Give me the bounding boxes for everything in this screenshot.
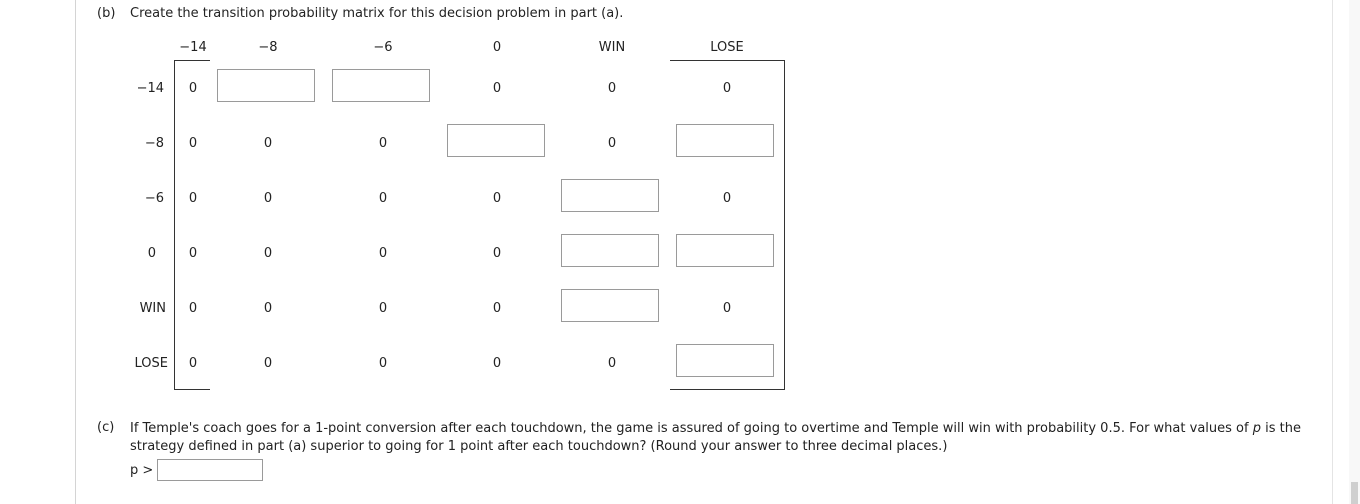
content-left-border (75, 0, 76, 504)
cell-value: 0 (492, 246, 502, 261)
variable-p: p (1252, 421, 1261, 436)
row-header-lose: LOSE (134, 356, 168, 371)
col-header-minus14: −14 (179, 40, 207, 55)
cell-value: 0 (378, 136, 388, 151)
matrix-input-r1-c2[interactable] (217, 69, 315, 102)
cell-value: 0 (722, 301, 732, 316)
cell-value: 0 (263, 356, 273, 371)
col-header-win: WIN (598, 40, 626, 55)
cell-value: 0 (722, 81, 732, 96)
matrix-input-r2-c4[interactable] (447, 124, 545, 157)
cell-value: 0 (378, 246, 388, 261)
matrix-input-r1-c3[interactable] (332, 69, 430, 102)
cell-value: 0 (188, 301, 198, 316)
cell-value: 0 (188, 191, 198, 206)
row-header-minus14: −14 (136, 81, 164, 96)
cell-value: 0 (607, 356, 617, 371)
part-c-text-start: If Temple's coach goes for a 1-point conversion after each touchdown, the game is assured of going to overtime and Temple will win with probability 0.5. For what values of (130, 421, 1253, 436)
matrix-input-r6-c6[interactable] (676, 344, 774, 377)
p-answer-label: p > (130, 463, 154, 478)
content-right-border (1332, 0, 1333, 504)
scrollbar-thumb[interactable] (1351, 482, 1358, 504)
matrix-left-bracket (174, 60, 210, 390)
cell-value: 0 (492, 301, 502, 316)
col-header-lose: LOSE (710, 40, 744, 55)
cell-value: 0 (188, 81, 198, 96)
cell-value: 0 (492, 356, 502, 371)
cell-value: 0 (378, 191, 388, 206)
scrollbar[interactable] (1349, 0, 1360, 504)
cell-value: 0 (263, 301, 273, 316)
row-header-0: 0 (147, 246, 156, 261)
cell-value: 0 (263, 246, 273, 261)
part-b-label: (b) (97, 6, 116, 21)
col-header-0: 0 (492, 40, 502, 55)
part-c-label: (c) (97, 420, 115, 435)
matrix-input-r4-c5[interactable] (561, 234, 659, 267)
cell-value: 0 (492, 81, 502, 96)
row-header-minus6: −6 (144, 191, 164, 206)
matrix-right-bracket (670, 60, 785, 390)
part-c-question (130, 420, 1320, 456)
col-header-minus6: −6 (373, 40, 393, 55)
row-header-minus8: −8 (144, 136, 164, 151)
cell-value: 0 (378, 301, 388, 316)
p-answer-input[interactable] (157, 459, 263, 481)
cell-value: 0 (188, 356, 198, 371)
matrix-input-r4-c6[interactable] (676, 234, 774, 267)
cell-value: 0 (263, 136, 273, 151)
cell-value: 0 (188, 136, 198, 151)
cell-value: 0 (263, 191, 273, 206)
cell-value: 0 (722, 191, 732, 206)
part-b-question: Create the transition probability matrix for this decision problem in part (a). (130, 6, 624, 21)
cell-value: 0 (607, 136, 617, 151)
cell-value: 0 (492, 191, 502, 206)
col-header-minus8: −8 (258, 40, 278, 55)
cell-value: 0 (188, 246, 198, 261)
cell-value: 0 (378, 356, 388, 371)
cell-value: 0 (607, 81, 617, 96)
part-c-text-end: is the strategy defined in part (a) superior to going for 1 point after each touchdown? (Round your answer to three decimal places.) (130, 421, 1301, 454)
matrix-input-r2-c6[interactable] (676, 124, 774, 157)
matrix-input-r3-c5[interactable] (561, 179, 659, 212)
matrix-input-r5-c5[interactable] (561, 289, 659, 322)
row-header-win: WIN (139, 301, 166, 316)
